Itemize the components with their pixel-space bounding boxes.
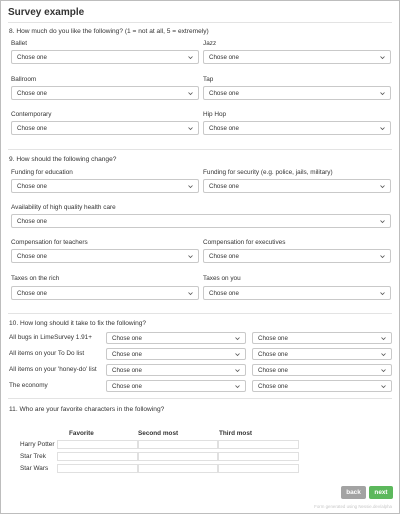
q9-label-comp-teachers: Compensation for teachers — [11, 239, 88, 246]
q9-label-comp-executives: Compensation for executives — [203, 239, 286, 246]
select-value: Chose one — [17, 217, 47, 225]
q8-label-ballet: Ballet — [11, 40, 27, 47]
select-value: Chose one — [258, 334, 288, 342]
select-value: Chose one — [112, 350, 142, 358]
chevron-down-icon — [379, 183, 386, 190]
chevron-down-icon — [234, 383, 241, 390]
q11-input-startrek-favorite[interactable] — [57, 452, 138, 461]
select-value: Chose one — [209, 53, 239, 61]
next-button[interactable]: next — [369, 486, 393, 499]
q8-select-ballet[interactable] — [11, 50, 199, 64]
chevron-down-icon — [379, 218, 386, 225]
column-header-second-most: Second most — [138, 430, 179, 437]
q10-select-todo-time[interactable] — [106, 348, 246, 360]
q10-select-bugs-unit[interactable] — [252, 332, 392, 344]
select-value: Chose one — [209, 89, 239, 97]
q8-select-jazz[interactable] — [203, 50, 391, 64]
q10-select-bugs-time[interactable] — [106, 332, 246, 344]
back-button[interactable]: back — [341, 486, 366, 499]
chevron-down-icon — [234, 335, 241, 342]
chevron-down-icon — [187, 54, 194, 61]
chevron-down-icon — [187, 125, 194, 132]
chevron-down-icon — [187, 183, 194, 190]
q11-row-label: Star Wars — [20, 465, 49, 472]
q10-select-honey-unit[interactable] — [252, 364, 392, 376]
select-value: Chose one — [17, 289, 47, 297]
q8-label-jazz: Jazz — [203, 40, 217, 47]
q9-label-funding-education: Funding for education — [11, 169, 73, 176]
q10-row-label: All items on your 'honey-do' list — [9, 366, 97, 373]
q11-input-harry-second[interactable] — [138, 440, 218, 449]
select-value: Chose one — [209, 289, 239, 297]
column-header-favorite: Favorite — [69, 430, 94, 437]
chevron-down-icon — [379, 54, 386, 61]
q11-input-startrek-third[interactable] — [218, 452, 299, 461]
q11-input-starwars-third[interactable] — [218, 464, 299, 473]
chevron-down-icon — [380, 383, 387, 390]
q9-select-funding-security[interactable] — [203, 179, 391, 193]
chevron-down-icon — [234, 351, 241, 358]
page-title: Survey example — [8, 7, 85, 18]
q11-input-harry-favorite[interactable] — [57, 440, 138, 449]
select-value: Chose one — [209, 124, 239, 132]
select-value: Chose one — [258, 366, 288, 374]
select-value: Chose one — [112, 366, 142, 374]
select-value: Chose one — [17, 124, 47, 132]
q8-label-tap: Tap — [203, 76, 214, 83]
q10-row-label: All bugs in LimeSurvey 1.91+ — [9, 334, 92, 341]
select-value: Chose one — [112, 382, 142, 390]
q8-select-hip-hop[interactable] — [203, 121, 391, 135]
divider — [8, 22, 392, 23]
q8-select-contemporary[interactable] — [11, 121, 199, 135]
q10-select-todo-unit[interactable] — [252, 348, 392, 360]
select-value: Chose one — [17, 252, 47, 260]
chevron-down-icon — [379, 290, 386, 297]
select-value: Chose one — [258, 382, 288, 390]
select-value: Chose one — [17, 53, 47, 61]
q10-row-label: All items on your To Do list — [9, 350, 85, 357]
select-value: Chose one — [209, 182, 239, 190]
q9-select-funding-education[interactable] — [11, 179, 199, 193]
q10-row-label: The economy — [9, 382, 48, 389]
chevron-down-icon — [379, 90, 386, 97]
chevron-down-icon — [379, 253, 386, 260]
q9-select-comp-teachers[interactable] — [11, 249, 199, 263]
select-value: Chose one — [112, 334, 142, 342]
chevron-down-icon — [234, 367, 241, 374]
chevron-down-icon — [379, 125, 386, 132]
select-value: Chose one — [209, 252, 239, 260]
q11-input-harry-third[interactable] — [218, 440, 299, 449]
q10-select-economy-time[interactable] — [106, 380, 246, 392]
question-11-title: 11. Who are your favorite characters in the following? — [9, 406, 165, 413]
select-value: Chose one — [17, 182, 47, 190]
q11-input-starwars-second[interactable] — [138, 464, 218, 473]
q11-row-label: Star Trek — [20, 453, 46, 460]
q11-input-startrek-second[interactable] — [138, 452, 218, 461]
q9-select-comp-executives[interactable] — [203, 249, 391, 263]
chevron-down-icon — [187, 290, 194, 297]
q8-label-contemporary: Contemporary — [11, 111, 52, 118]
chevron-down-icon — [187, 90, 194, 97]
chevron-down-icon — [380, 367, 387, 374]
q9-label-health-care: Availability of high quality health care — [11, 204, 116, 211]
question-9-title: 9. How should the following change? — [9, 156, 117, 163]
q8-label-hip-hop: Hip Hop — [203, 111, 227, 118]
column-header-third-most: Third most — [219, 430, 253, 437]
q9-select-taxes-rich[interactable] — [11, 286, 199, 300]
chevron-down-icon — [187, 253, 194, 260]
q11-input-starwars-favorite[interactable] — [57, 464, 138, 473]
q9-label-funding-security: Funding for security (e.g. police, jails, military) — [203, 169, 333, 176]
q9-label-taxes-you: Taxes on you — [203, 275, 241, 282]
q9-label-taxes-rich: Taxes on the rich — [11, 275, 60, 282]
select-value: Chose one — [17, 89, 47, 97]
question-10-title: 10. How long should it take to fix the following? — [9, 320, 147, 327]
q8-select-ballroom[interactable] — [11, 86, 199, 100]
q8-label-ballroom: Ballroom — [11, 76, 37, 83]
footer-credit: Form generated using Nessie.dev/alpha — [314, 504, 392, 509]
q10-select-honey-time[interactable] — [106, 364, 246, 376]
question-8-title: 8. How much do you like the following? (1 = not at all, 5 = extremely) — [9, 28, 209, 35]
chevron-down-icon — [380, 351, 387, 358]
divider — [8, 398, 392, 399]
q8-select-tap[interactable] — [203, 86, 391, 100]
q11-row-label: Harry Potter — [20, 441, 55, 448]
select-value: Chose one — [258, 350, 288, 358]
divider — [8, 149, 392, 150]
q9-select-taxes-you[interactable] — [203, 286, 391, 300]
q10-select-economy-unit[interactable] — [252, 380, 392, 392]
q9-select-health-care[interactable] — [11, 214, 391, 228]
divider — [8, 313, 392, 314]
chevron-down-icon — [380, 335, 387, 342]
